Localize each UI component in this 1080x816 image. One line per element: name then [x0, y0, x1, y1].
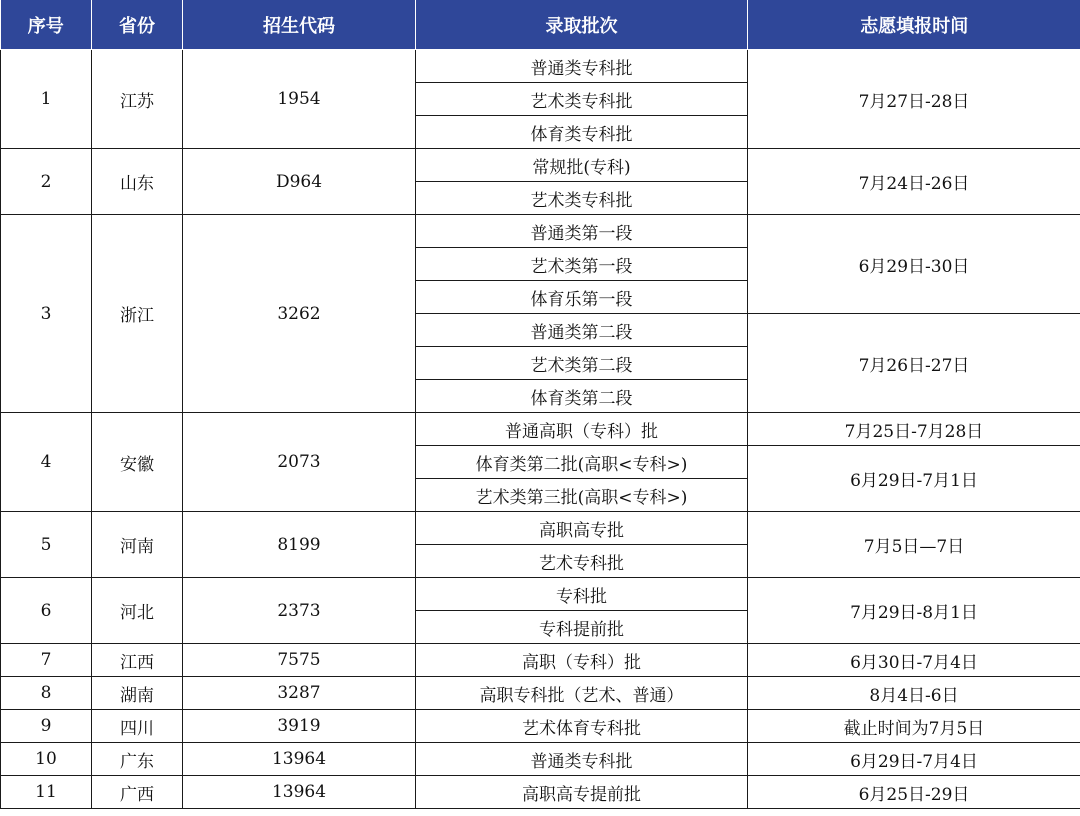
admission-batch-cell: 体育类第二段: [416, 380, 748, 413]
application-time-cell: 截止时间为7月5日: [748, 710, 1080, 743]
row-index-cell: 8: [1, 677, 92, 710]
enrollment-code-cell: 3262: [183, 215, 416, 413]
enrollment-code-cell: 2373: [183, 578, 416, 644]
enrollment-code-cell: 7575: [183, 644, 416, 677]
province-cell: 河北: [92, 578, 183, 644]
row-index-cell: 10: [1, 743, 92, 776]
enrollment-code-cell: 2073: [183, 413, 416, 512]
enrollment-code-cell: 13964: [183, 776, 416, 809]
enrollment-code-cell: 1954: [183, 50, 416, 149]
header-enrollment-code: 招生代码: [183, 0, 416, 50]
admission-batch-cell: 普通类第二段: [416, 314, 748, 347]
application-time-cell: 7月27日-28日: [748, 50, 1080, 149]
admission-batch-cell: 艺术类专科批: [416, 83, 748, 116]
admission-batch-cell: 艺术类第三批(高职<专科>): [416, 479, 748, 512]
admission-batch-cell: 体育类第二批(高职<专科>): [416, 446, 748, 479]
admission-batch-cell: 专科提前批: [416, 611, 748, 644]
admission-batch-cell: 艺术类第二段: [416, 347, 748, 380]
province-cell: 广西: [92, 776, 183, 809]
header-province: 省份: [92, 0, 183, 50]
row-index-cell: 9: [1, 710, 92, 743]
application-time-cell: 7月25日-7月28日: [748, 413, 1080, 446]
application-time-cell: 6月29日-7月1日: [748, 446, 1080, 512]
header-application-time: 志愿填报时间: [748, 0, 1080, 50]
header-index: 序号: [1, 0, 92, 50]
enrollment-code-cell: 3919: [183, 710, 416, 743]
application-time-cell: 7月24日-26日: [748, 149, 1080, 215]
table-row: [1, 677, 1080, 710]
table-row: [1, 413, 1080, 446]
enrollment-code-cell: 8199: [183, 512, 416, 578]
row-index-cell: 4: [1, 413, 92, 512]
row-index-cell: 2: [1, 149, 92, 215]
row-index-cell: 11: [1, 776, 92, 809]
province-cell: 湖南: [92, 677, 183, 710]
table-row: [1, 743, 1080, 776]
application-time-cell: 6月29日-7月4日: [748, 743, 1080, 776]
admission-batch-cell: 高职专科批（艺术、普通）: [416, 677, 748, 710]
admission-batch-cell: 普通类第一段: [416, 215, 748, 248]
admission-batch-cell: 体育乐第一段: [416, 281, 748, 314]
table-header: [1, 0, 1080, 50]
header-row: [1, 0, 1080, 50]
province-cell: 广东: [92, 743, 183, 776]
row-index-cell: 3: [1, 215, 92, 413]
application-time-cell: 7月26日-27日: [748, 314, 1080, 413]
province-cell: 浙江: [92, 215, 183, 413]
table-row: [1, 578, 1080, 611]
admission-batch-cell: 艺术专科批: [416, 545, 748, 578]
admission-batch-cell: 艺术类专科批: [416, 182, 748, 215]
enrollment-code-cell: 3287: [183, 677, 416, 710]
header-admission-batch: 录取批次: [416, 0, 748, 50]
table-body: [1, 50, 1080, 809]
table-row: [1, 50, 1080, 83]
province-cell: 江苏: [92, 50, 183, 149]
province-cell: 江西: [92, 644, 183, 677]
row-index-cell: 6: [1, 578, 92, 644]
admission-batch-cell: 常规批(专科): [416, 149, 748, 182]
admission-batch-cell: 艺术类第一段: [416, 248, 748, 281]
table-row: [1, 512, 1080, 545]
province-cell: 安徽: [92, 413, 183, 512]
enrollment-code-cell: 13964: [183, 743, 416, 776]
province-cell: 四川: [92, 710, 183, 743]
table-row: [1, 710, 1080, 743]
application-time-cell: 7月29日-8月1日: [748, 578, 1080, 644]
admission-batch-cell: 普通类专科批: [416, 50, 748, 83]
application-time-cell: 8月4日-6日: [748, 677, 1080, 710]
admission-batch-cell: 专科批: [416, 578, 748, 611]
admission-batch-cell: 高职（专科）批: [416, 644, 748, 677]
admission-batch-cell: 高职高专提前批: [416, 776, 748, 809]
table-row: [1, 215, 1080, 248]
application-time-cell: 7月5日—7日: [748, 512, 1080, 578]
table-row: [1, 149, 1080, 182]
row-index-cell: 5: [1, 512, 92, 578]
admission-batch-cell: 体育类专科批: [416, 116, 748, 149]
admission-batch-cell: 普通高职（专科）批: [416, 413, 748, 446]
row-index-cell: 1: [1, 50, 92, 149]
province-cell: 山东: [92, 149, 183, 215]
admission-batch-cell: 高职高专批: [416, 512, 748, 545]
enrollment-code-cell: D964: [183, 149, 416, 215]
province-cell: 河南: [92, 512, 183, 578]
row-index-cell: 7: [1, 644, 92, 677]
admission-batch-cell: 艺术体育专科批: [416, 710, 748, 743]
table-row: [1, 644, 1080, 677]
application-time-cell: 6月25日-29日: [748, 776, 1080, 809]
admission-batch-cell: 普通类专科批: [416, 743, 748, 776]
table-row: [1, 776, 1080, 809]
application-time-cell: 6月30日-7月4日: [748, 644, 1080, 677]
application-time-cell: 6月29日-30日: [748, 215, 1080, 314]
